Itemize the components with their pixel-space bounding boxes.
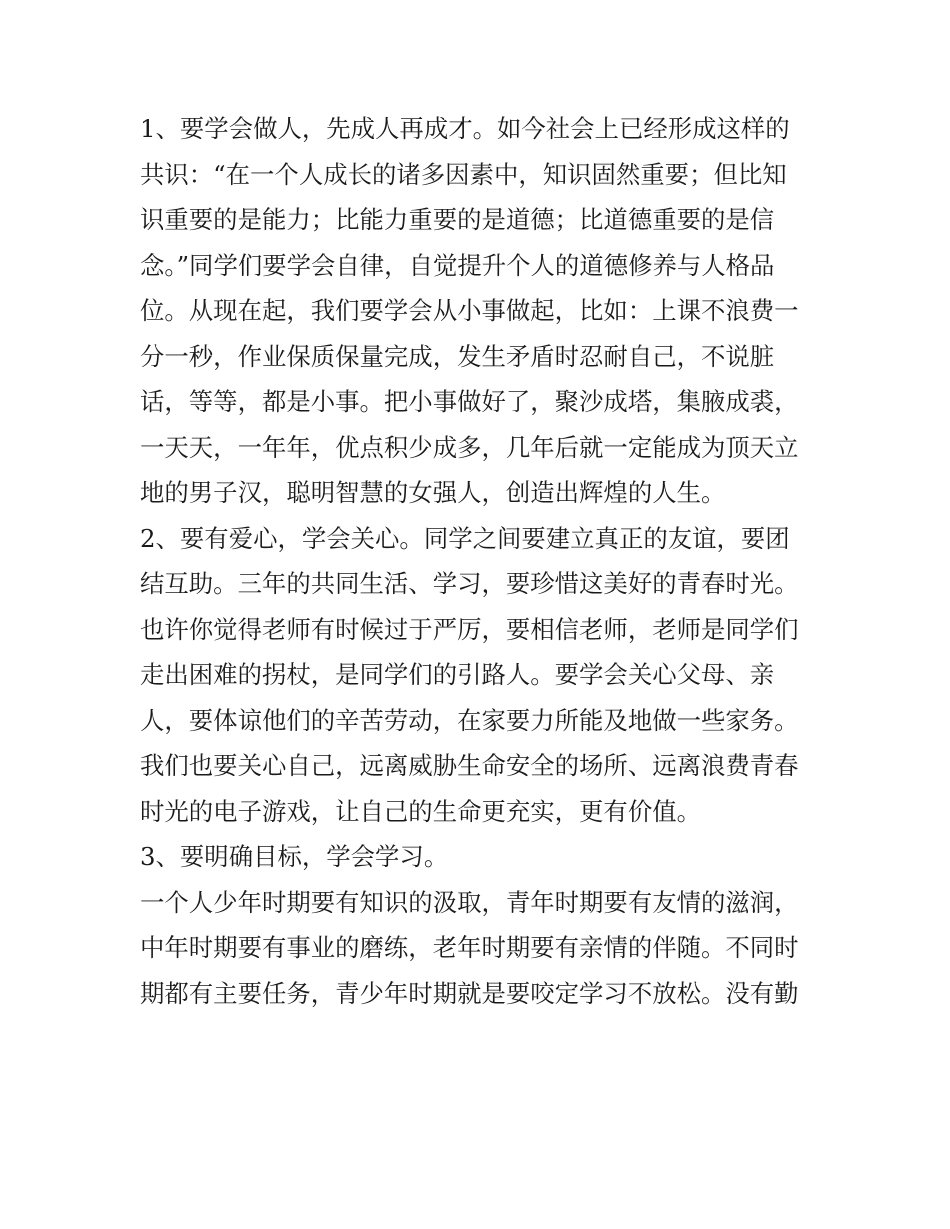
text-line: 1、要学会做人，先成人再成才。如今社会上已经形成这样的 [140,114,790,143]
text-line: 念。”同学们要学会自律，自觉提升个人的道德修养与人格品 [140,250,775,280]
text-line: 分一秒，作业保质保量完成，发生矛盾时忍耐自己，不说脏 [140,341,775,371]
text-line: 人，要体谅他们的辛苦劳动，在家要力所能及地做一些家务。 [140,705,799,735]
text-line: 位。从现在起，我们要学会从小事做起，比如：上课不浪费一 [140,296,799,325]
text-line: 2、要有爱心，学会关心。同学之间要建立真正的友谊，要团 [140,523,790,553]
text-line: 走出困难的拐杖，是同学们的引路人。要学会关心父母、亲 [140,660,775,689]
text-line: 一天天，一年年，优点积少成多，几年后就一定能成为顶天立 [140,432,799,462]
text-line: 地的男子汉，聪明智慧的女强人，创造出辉煌的人生。 [140,478,726,507]
document-body [140,106,820,1016]
text-line: 话，等等，都是小事。把小事做好了，聚沙成塔，集腋成裘， [140,387,799,416]
text-line: 共识：“在一个人成长的诸多因素中，知识固然重要；但比知 [140,159,787,189]
text-line: 时光的电子游戏，让自己的生命更充实，更有价值。 [140,796,701,826]
text-line: 识重要的是能力；比能力重要的是道德；比道德重要的是信 [140,205,775,234]
text-line: 我们也要关心自己，远离威胁生命安全的场所、远离浪费青春 [140,751,799,780]
text-line: 结互助。三年的共同生活、学习，要珍惜这美好的青春时光。 [140,569,799,598]
text-line: 3、要明确目标，学会学习。 [140,842,449,871]
text-line: 中年时期要有事业的磨练，老年时期要有亲情的伴随。不同时 [140,933,799,962]
text-line: 也许你觉得老师有时候过于严厉，要相信老师，老师是同学们 [140,614,799,644]
text-line: 一个人少年时期要有知识的汲取，青年时期要有友情的滋润， [140,887,799,917]
text-line: 期都有主要任务，青少年时期就是要咬定学习不放松。没有勤 [140,978,799,1008]
